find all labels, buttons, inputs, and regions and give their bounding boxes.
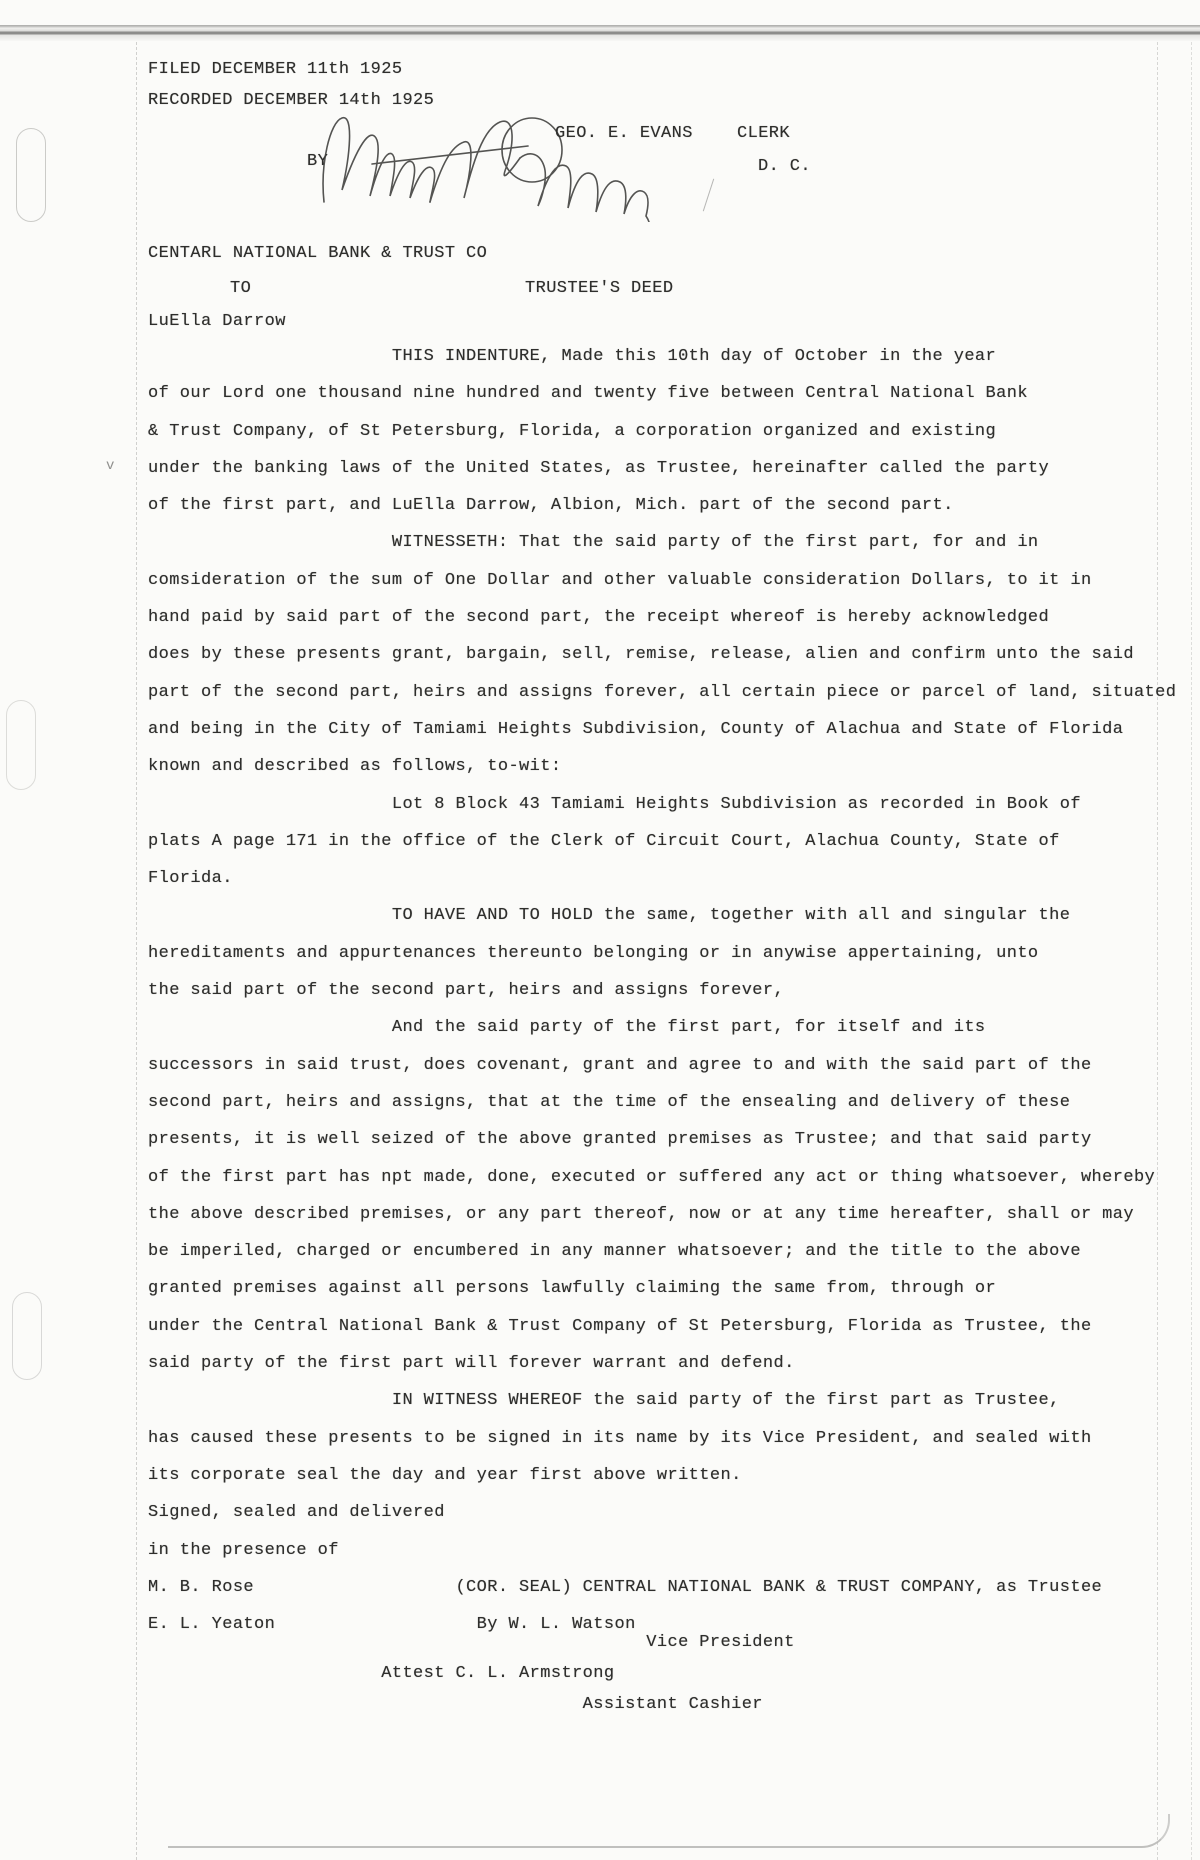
document-line: Signed, sealed and delivered bbox=[148, 1503, 445, 1523]
scan-binding-edge bbox=[0, 25, 1200, 41]
recorded-date-line: RECORDED DECEMBER 14th 1925 bbox=[148, 91, 435, 110]
document-line: Lot 8 Block 43 Tamiami Heights Subdivision as recorded in Book of bbox=[148, 794, 1081, 814]
page-bottom-corner bbox=[168, 1814, 1170, 1848]
document-line: IN WITNESS WHEREOF the said party of the first part as Trustee, bbox=[148, 1391, 1060, 1411]
document-line: hereditaments and appurtenances thereunto belonging or in anywise appertaining, unto bbox=[148, 943, 1039, 963]
document-line: And the said party of the first part, for itself and its bbox=[148, 1018, 986, 1038]
document-line: under the Central National Bank & Trust Company of St Petersburg, Florida as Trustee, the bbox=[148, 1316, 1092, 1336]
clerk-title: CLERK bbox=[737, 124, 791, 143]
document-line: the said part of the second part, heirs and assigns forever, bbox=[148, 981, 785, 1001]
document-line: known and described as follows, to-wit: bbox=[148, 757, 562, 777]
document-line: said party of the first part will forever warrant and defend. bbox=[148, 1354, 795, 1374]
document-line: under the banking laws of the United States, as Trustee, hereinafter called the party bbox=[148, 458, 1050, 478]
attestation-block bbox=[148, 1627, 795, 1720]
document-line: presents, it is well seized of the above granted premises as Trustee; and that said party bbox=[148, 1130, 1092, 1150]
document-line: M. B. Rose (COR. SEAL) CENTRAL NATIONAL BANK & TRUST COMPANY, as Trustee bbox=[148, 1577, 1103, 1597]
document-line: TO HAVE AND TO HOLD the same, together with all and singular the bbox=[148, 906, 1071, 926]
grantee-name: LuElla Darrow bbox=[148, 312, 286, 331]
document-line: Vice President bbox=[148, 1633, 795, 1652]
by-label: BY bbox=[307, 152, 329, 171]
document-line: has caused these presents to be signed in its name by its Vice President, and sealed with bbox=[148, 1428, 1092, 1448]
deputy-clerk-initials: D. C. bbox=[758, 157, 812, 176]
document-line: hand paid by said part of the second part, the receipt whereof is hereby acknowledged bbox=[148, 608, 1050, 628]
document-line: in the presence of bbox=[148, 1540, 339, 1560]
document-line: & Trust Company, of St Petersburg, Florida, a corporation organized and existing bbox=[148, 421, 997, 441]
document-line: Florida. bbox=[148, 869, 233, 889]
document-line: of the first part, and LuElla Darrow, Albion, Mich. part of the second part. bbox=[148, 496, 954, 516]
margin-check-mark: v bbox=[106, 458, 115, 474]
grantor-name: CENTARL NATIONAL BANK & TRUST CO bbox=[148, 244, 488, 263]
scan-right-edge bbox=[1191, 42, 1192, 1860]
document-line: comsideration of the sum of One Dollar and other valuable consideration Dollars, to it in bbox=[148, 570, 1092, 590]
punch-hole bbox=[12, 1292, 42, 1380]
document-line: second part, heirs and assigns, that at the time of the ensealing and delivery of these bbox=[148, 1092, 1071, 1112]
deed-body-text bbox=[148, 338, 1176, 1643]
punch-hole bbox=[6, 700, 36, 790]
document-line: Assistant Cashier bbox=[148, 1695, 763, 1714]
document-line: and being in the City of Tamiami Heights Subdivision, County of Alachua and State of Florida bbox=[148, 719, 1124, 739]
document-line: its corporate seal the day and year first above written. bbox=[148, 1465, 742, 1485]
document-line: does by these presents grant, bargain, sell, remise, release, alien and confirm unto the said bbox=[148, 645, 1134, 665]
caption-to-label: TO bbox=[230, 279, 252, 298]
instrument-title: TRUSTEE'S DEED bbox=[525, 279, 674, 298]
document-line: part of the second part, heirs and assigns forever, all certain piece or parcel of land, situated bbox=[148, 682, 1177, 702]
document-line: of the first part has npt made, done, executed or suffered any act or thing whatsoever, whereby bbox=[148, 1167, 1156, 1187]
document-line: successors in said trust, does covenant, grant and agree to and with the said part of the bbox=[148, 1055, 1092, 1075]
document-line: E. L. Yeaton By W. L. Watson bbox=[148, 1615, 636, 1635]
document-line: plats A page 171 in the office of the Clerk of Circuit Court, Alachua County, State of bbox=[148, 831, 1060, 851]
document-line: granted premises against all persons lawfully claiming the same from, through or bbox=[148, 1279, 997, 1299]
clerk-name: GEO. E. EVANS bbox=[555, 124, 693, 143]
page-left-edge bbox=[136, 42, 137, 1860]
document-line: Attest C. L. Armstrong bbox=[148, 1664, 615, 1683]
document-line: the above described premises, or any part thereof, now or at any time hereafter, shall or may bbox=[148, 1204, 1134, 1224]
document-line: WITNESSETH: That the said party of the first part, for and in bbox=[148, 533, 1039, 553]
punch-hole bbox=[16, 128, 46, 222]
document-line: of our Lord one thousand nine hundred and twenty five between Central National Bank bbox=[148, 384, 1028, 404]
document-line: THIS INDENTURE, Made this 10th day of October in the year bbox=[148, 347, 997, 366]
filed-date-line: FILED DECEMBER 11th 1925 bbox=[148, 60, 403, 79]
stray-pen-mark bbox=[703, 179, 714, 212]
document-line: be imperiled, charged or encumbered in any manner whatsoever; and the title to the above bbox=[148, 1242, 1081, 1262]
